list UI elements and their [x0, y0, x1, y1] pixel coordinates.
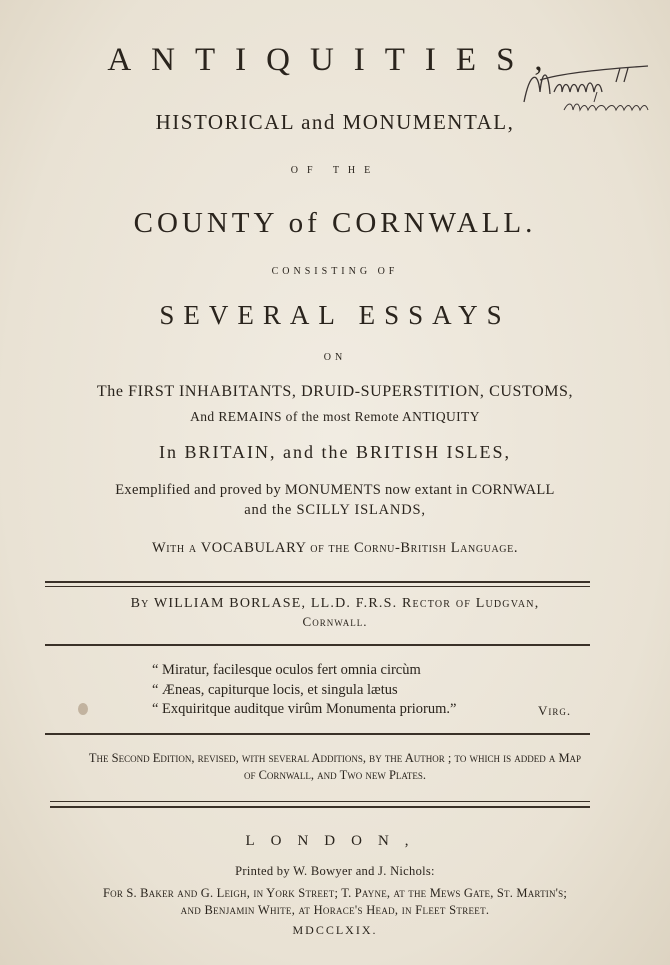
epigraph-line: “ Miratur, facilesque oculos fert omnia circùm [152, 662, 421, 678]
epigraph-source: Virg. [538, 703, 572, 718]
description-line-vocabulary: With a VOCABULARY of the Cornu-British Language. [151, 540, 519, 556]
rule-divider [45, 581, 590, 583]
description-line-first: The FIRST INHABITANTS, DRUID-SUPERSTITION, CUSTOMS, [96, 383, 574, 400]
epigraph-line: “ Æneas, capiturque locis, et singula lætus [152, 682, 398, 698]
consisting-of-line: CONSISTING OF [271, 266, 399, 277]
on-line: ON [323, 352, 347, 363]
imprint-date: MDCCLXIX. [292, 923, 378, 937]
imprint-city: LONDON, [245, 833, 425, 849]
rule-divider [50, 806, 590, 808]
book-subtitle: HISTORICAL and MONUMENTAL, [155, 110, 515, 134]
imprint-booksellers-2: and Benjamin White, at Horace's Head, in Fleet Street. [180, 903, 490, 917]
epigraph-line: “ Exquiritque auditque virûm Monumenta priorum.” [152, 701, 457, 717]
description-line-scilly: and the SCILLY ISLANDS, [244, 502, 426, 518]
edition-line-2: of Cornwall, and Two new Plates. [243, 768, 427, 782]
handwritten-signature [520, 62, 670, 117]
description-line-exemplified: Exemplified and proved by MONUMENTS now extant in CORNWALL [115, 482, 555, 498]
edition-line-1: The Second Edition, revised, with several Additions, by the Author ; to which is added a Map [88, 751, 582, 765]
rule-divider [45, 733, 590, 735]
paper-stain [78, 703, 88, 715]
county-heading: COUNTY of CORNWALL. [133, 207, 537, 239]
author-place: Cornwall. [302, 614, 368, 629]
description-line-britain: In BRITAIN, and the BRITISH ISLES, [158, 442, 512, 462]
imprint-booksellers-1: For S. Baker and G. Leigh, in York Street; T. Payne, at the Mews Gate, St. Martin's; [102, 886, 568, 900]
of-the-line: OF THE [290, 165, 380, 176]
rule-divider [45, 586, 590, 587]
book-title: ANTIQUITIES, [107, 42, 563, 78]
description-line-remains: And REMAINS of the most Remote ANTIQUITY [190, 409, 480, 424]
author-line: By WILLIAM BORLASE, LL.D. F.R.S. Rector of Ludgvan, [130, 596, 540, 611]
several-essays-heading: SEVERAL ESSAYS [159, 300, 511, 330]
imprint-printers: Printed by W. Bowyer and J. Nichols: [235, 864, 435, 878]
rule-divider [50, 801, 590, 802]
rule-divider [45, 644, 590, 646]
